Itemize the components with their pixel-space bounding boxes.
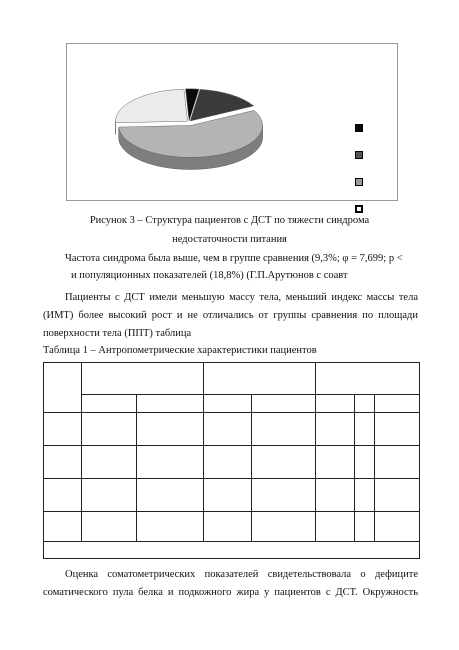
- pie-chart: [67, 44, 399, 202]
- table-cell: [44, 446, 82, 479]
- paragraph-3-line-1: Оценка соматометрических показателей свидетельствовала о дефиците: [65, 569, 418, 580]
- table-cell: [355, 512, 375, 542]
- table-row: [44, 446, 420, 479]
- table-cell: [82, 395, 137, 413]
- table-cell: [375, 413, 420, 446]
- table-cell: [316, 363, 420, 395]
- table-cell: [44, 363, 82, 413]
- table-cell: [355, 479, 375, 512]
- table-cell: [252, 512, 316, 542]
- table-cell: [44, 512, 82, 542]
- pie-slice: [116, 89, 188, 123]
- table-cell: [375, 512, 420, 542]
- paragraph-1-line-2: и популяционных показателей (18,8%) (Г.П.Арутюнов с соавт: [71, 270, 348, 281]
- table-cell: [137, 512, 204, 542]
- table-row: [44, 479, 420, 512]
- table-cell: [316, 413, 355, 446]
- table-cell: [204, 413, 252, 446]
- table-cell: [44, 542, 420, 559]
- table-cell: [355, 413, 375, 446]
- table-cell: [355, 446, 375, 479]
- chart-frame: [66, 43, 398, 201]
- table-cell: [44, 413, 82, 446]
- table-cell: [204, 446, 252, 479]
- table-cell: [316, 446, 355, 479]
- table-footer-row: [44, 542, 420, 559]
- table-title: Таблица 1 – Антропометрические характеристики пациентов: [43, 345, 317, 356]
- table-cell: [82, 446, 137, 479]
- legend-marker: [355, 124, 363, 132]
- paragraph-2-line-2: (ИМТ) более высокий рост и не отличались от группы сравнения по площади: [43, 310, 418, 321]
- table-cell: [137, 479, 204, 512]
- table-row: [44, 512, 420, 542]
- figure-caption-line-2: недостаточности питания: [172, 234, 287, 245]
- chart-legend: [355, 124, 369, 224]
- table-cell: [316, 512, 355, 542]
- legend-marker: [355, 205, 363, 213]
- table-cell: [204, 363, 316, 395]
- anthropometric-table: [43, 362, 420, 559]
- table-cell: [82, 413, 137, 446]
- table-cell: [375, 446, 420, 479]
- table-cell: [375, 479, 420, 512]
- paragraph-1-line-1: Частота синдрома была выше, чем в группе сравнения (9,3%; φ = 7,699; р <: [65, 253, 403, 264]
- table-cell: [204, 479, 252, 512]
- table-cell: [355, 395, 375, 413]
- paragraph-2-line-1: Пациенты с ДСТ имели меньшую массу тела, меньший индекс массы тела: [65, 292, 418, 303]
- table-cell: [204, 512, 252, 542]
- figure-caption-line-1: Рисунок 3 – Структура пациентов с ДСТ по тяжести синдрома: [89, 215, 370, 226]
- table-cell: [375, 395, 420, 413]
- table-subheader-row: [44, 395, 420, 413]
- paragraph-3-line-2: соматического пула белка и подкожного жира у пациентов с ДСТ. Окружность: [43, 587, 418, 598]
- table-cell: [316, 395, 355, 413]
- table-cell: [252, 413, 316, 446]
- table-cell: [252, 479, 316, 512]
- table-cell: [137, 446, 204, 479]
- table-cell: [316, 479, 355, 512]
- table-cell: [137, 395, 204, 413]
- legend-marker: [355, 151, 363, 159]
- table-cell: [252, 446, 316, 479]
- table-cell: [204, 395, 252, 413]
- table-cell: [82, 479, 137, 512]
- legend-marker: [355, 178, 363, 186]
- table-cell: [252, 395, 316, 413]
- paragraph-2-line-3: поверхности тела (ППТ) таблица: [43, 328, 192, 339]
- table-header-row: [44, 363, 420, 395]
- table-row: [44, 413, 420, 446]
- table-cell: [44, 479, 82, 512]
- table-cell: [82, 512, 137, 542]
- table-cell: [82, 363, 204, 395]
- table-cell: [137, 413, 204, 446]
